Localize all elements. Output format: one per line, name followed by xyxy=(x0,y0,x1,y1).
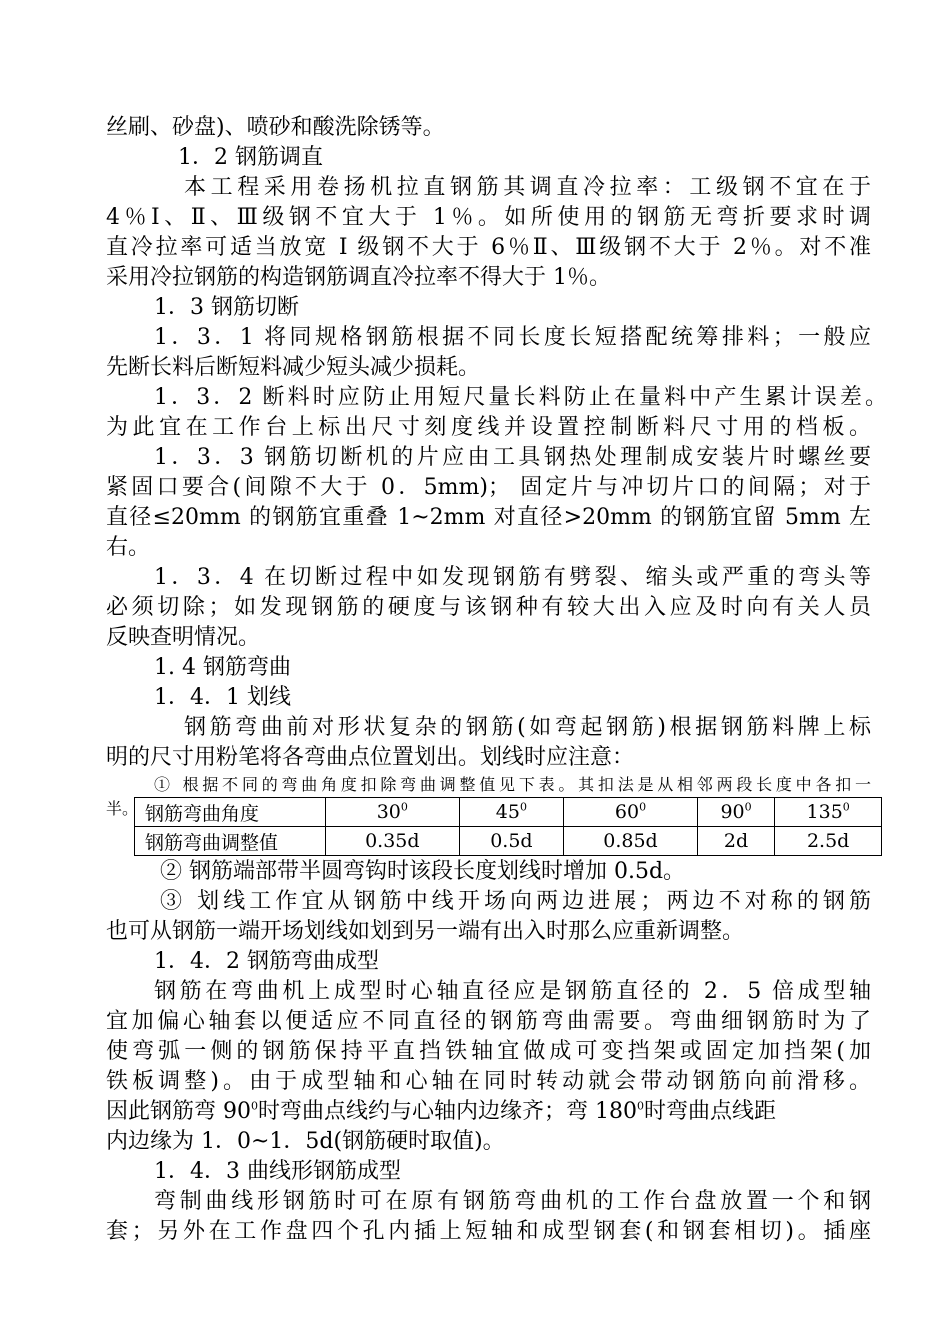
section-heading: 1．3 钢筋切断 xyxy=(154,295,299,320)
text-line: 钢筋弯曲前对形状复杂的钢筋(如弯起钢筋)根据钢筋料牌上标 xyxy=(184,715,871,740)
text-line: 1．3．2 断料时应防止用短尺量长料防止在量料中产生累计误差。 xyxy=(154,385,887,410)
text-line: 使弯弧一侧的钢筋保持平直挡铁轴宜做成可变挡架或固定加挡架(加 xyxy=(106,1039,871,1064)
table-cell: 0.5d xyxy=(459,827,564,856)
text-line: 宜加偏心轴套以便适应不同直径的钢筋弯曲需要。弯曲细钢筋时为了 xyxy=(106,1009,871,1034)
text-line: 必须切除；如发现钢筋的硬度与该钢种有较大出入应及时向有关人员 xyxy=(106,595,871,620)
table-row xyxy=(135,798,882,827)
list-item: ① 根据不同的弯曲角度扣除弯曲调整值见下表。其扣法是从相邻两段长度中各扣一 xyxy=(154,775,871,794)
bend-adjustment-table xyxy=(134,797,882,856)
text-line: 半。 xyxy=(106,799,139,818)
text-line: 4％Ⅰ、Ⅱ、Ⅲ级钢不宜大于 1％。如所使用的钢筋无弯折要求时调 xyxy=(106,205,871,230)
text-line: 铁板调整)。由于成型轴和心轴在同时转动就会带动钢筋向前滑移。 xyxy=(106,1069,871,1094)
text-line: 1．3．3 钢筋切断机的片应由工具钢热处理制成安装片时螺丝要 xyxy=(154,445,871,470)
text-line: 直径≤20mm 的钢筋宜重叠 1~2mm 对直径>20mm 的钢筋宜留 5mm 左 xyxy=(106,505,871,530)
section-heading: 1．4．3 曲线形钢筋成型 xyxy=(154,1159,401,1184)
table-row xyxy=(135,827,882,856)
table-cell: $45^0$ xyxy=(459,798,564,827)
text-line: 因此钢筋弯 $90^0$时弯曲点线约与心轴内边缘齐；弯 $180^0$时弯曲点线距 xyxy=(106,1099,777,1124)
table-cell: 2.5d xyxy=(775,827,882,856)
text-line: 右。 xyxy=(106,535,151,560)
list-item: ③ 划线工作宜从钢筋中线开场向两边进展；两边不对称的钢筋 xyxy=(160,889,871,914)
text-line: 弯制曲线形钢筋时可在原有钢筋弯曲机的工作台盘放置一个和钢 xyxy=(154,1189,871,1214)
text-line: 明的尺寸用粉笔将各弯曲点位置划出。划线时应注意： xyxy=(106,745,635,770)
section-heading: 1．2 钢筋调直 xyxy=(178,145,323,170)
section-heading: 1. 4 钢筋弯曲 xyxy=(154,655,291,680)
text-line: 本工程采用卷扬机拉直钢筋其调直冷拉率：工级钢不宜在于 xyxy=(184,175,871,200)
text-line: 钢筋在弯曲机上成型时心轴直径应是钢筋直径的 2．5 倍成型轴 xyxy=(154,979,871,1004)
text-line: 1．3．1 将同规格钢筋根据不同长度长短搭配统筹排料；一般应 xyxy=(154,325,871,350)
text-line: 紧固口要合(间隙不大于 0．5mm)； 固定片与冲切片口的间隔；对于 xyxy=(106,475,871,500)
text-line: 内边缘为 1．0~1．5d(钢筋硬时取值)。 xyxy=(106,1129,505,1154)
text-line: 套；另外在工作盘四个孔内插上短轴和成型钢套(和钢套相切)。插座 xyxy=(106,1219,871,1244)
text-line: 1．3．4 在切断过程中如发现钢筋有劈裂、缩头或严重的弯头等 xyxy=(154,565,871,590)
list-item: ② 钢筋端部带半圆弯钩时该段长度划线时增加 0.5d。 xyxy=(160,859,686,884)
section-heading: 1．4．2 钢筋弯曲成型 xyxy=(154,949,379,974)
table-cell: 0.85d xyxy=(564,827,698,856)
table-cell: 0.35d xyxy=(326,827,460,856)
text-line: 先断长料后断短料减少短头减少损耗。 xyxy=(106,355,481,380)
table-cell: $30^0$ xyxy=(326,798,460,827)
table-header-cell: 钢筋弯曲调整值 xyxy=(135,827,326,856)
table-cell: $90^0$ xyxy=(697,798,775,827)
table-cell: $60^0$ xyxy=(564,798,698,827)
text-line: 采用冷拉钢筋的构造钢筋调直冷拉率不得大于 1％。 xyxy=(106,265,611,290)
text-line: 也可从钢筋一端开场划线如划到另一端有出入时那么应重新调整。 xyxy=(106,919,745,944)
text-line: 丝刷、砂盘)、喷砂和酸洗除锈等。 xyxy=(106,115,445,140)
text-line: 为此宜在工作台上标出尺寸刻度线并设置控制断料尺寸用的档板。 xyxy=(106,415,871,440)
text-line: 直冷拉率可适当放宽 I 级钢不大于 6％Ⅱ、Ⅲ级钢不大于 2％。对不准 xyxy=(106,235,872,260)
section-heading: 1．4．1 划线 xyxy=(154,685,291,710)
table-cell: 2d xyxy=(697,827,775,856)
table-header-cell: 钢筋弯曲角度 xyxy=(135,798,326,827)
text-line: 反映查明情况。 xyxy=(106,625,261,650)
table-cell: $135^0$ xyxy=(775,798,882,827)
